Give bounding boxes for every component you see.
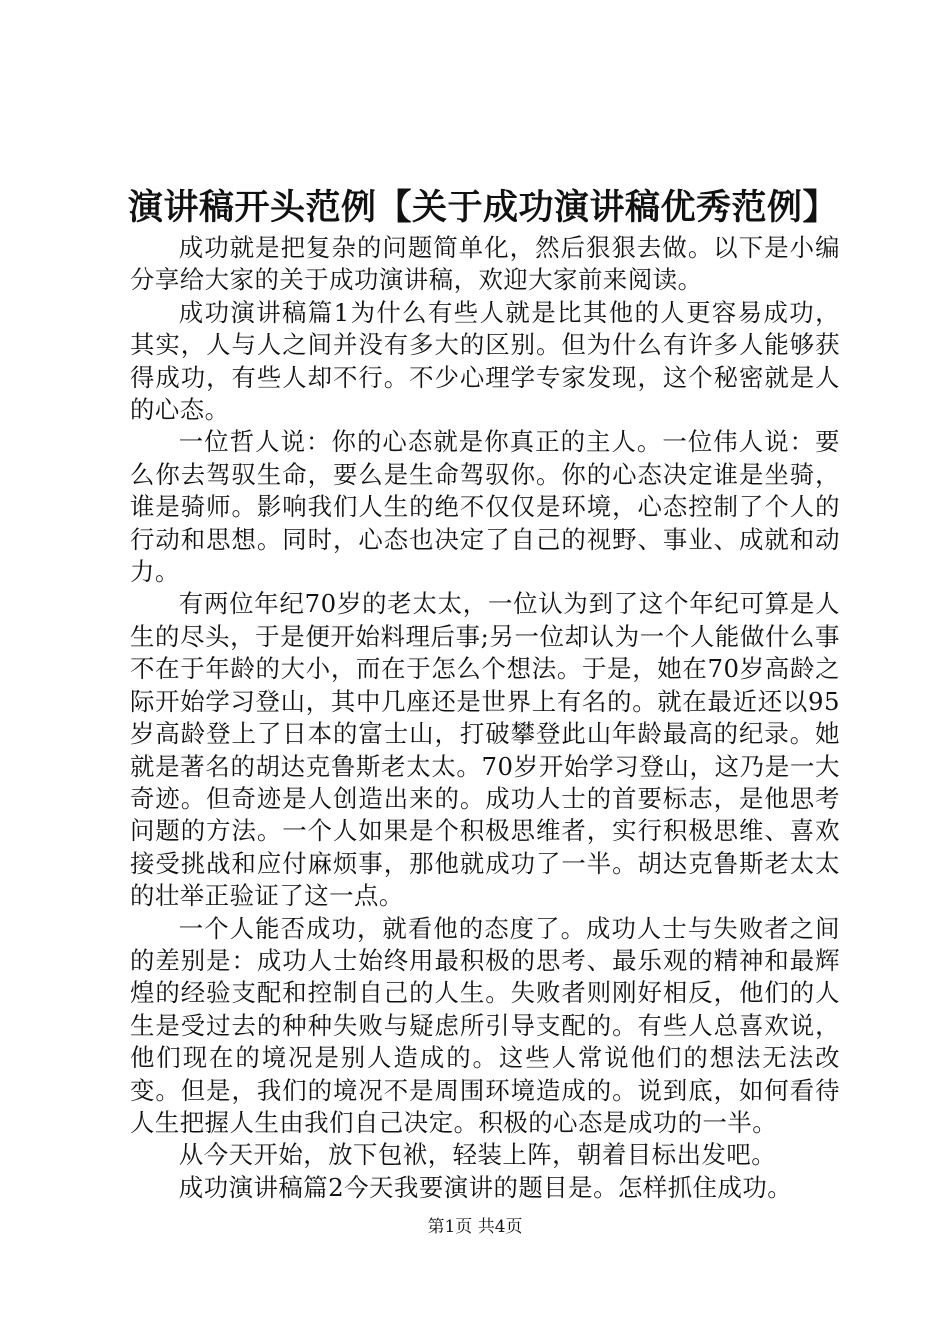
paragraph: 一位哲人说：你的心态就是你真正的主人。一位伟人说：要么你去驾驭生命，要么是生命驾驭你。你的心态决定谁是坐骑，谁是骑师。影响我们人生的绝不仅仅是环境，心态控制了个人的行动和思想。同时，心态也决定了自己的视野、事业、成就和动力。 xyxy=(130,427,840,587)
document-body xyxy=(130,232,840,1204)
document-title: 演讲稿开头范例【关于成功演讲稿优秀范例】 xyxy=(128,188,839,228)
paragraph: 成功就是把复杂的问题简单化，然后狠狠去做。以下是小编分享给大家的关于成功演讲稿，欢迎大家前来阅读。 xyxy=(130,233,840,295)
paragraph: 一个人能否成功，就看他的态度了。成功人士与失败者之间的差别是：成功人士始终用最积极的思考、最乐观的精神和最辉煌的经验支配和控制自己的人生。失败者则刚好相反，他们的人生是受过去的种种失败与疑虑所引导支配的。有些人总喜欢说，他们现在的境况是别人造成的。这些人常说他们的想法无法改变。但是，我们的境况不是周围环境造成的。说到底，如何看待人生把握人生由我们自己决定。积极的心态是成功的一半。 xyxy=(130,913,840,1137)
page-number-footer: 第1页 共4页 xyxy=(427,1217,523,1237)
paragraph: 成功演讲稿篇1为什么有些人就是比其他的人更容易成功，其实，人与人之间并没有多大的区别。但为什么有许多人能够获得成功，有些人却不行。不少心理学专家发现，这个秘密就是人的心态。 xyxy=(130,297,840,425)
paragraph: 有两位年纪70岁的老太太，一位认为到了这个年纪可算是人生的尽头，于是便开始料理后事;另一位却认为一个人能做什么事不在于年龄的大小，而在于怎么个想法。于是，她在70岁高龄之际开始学习登山，其中几座还是世界上有名的。就在最近还以95岁高龄登上了日本的富士山，打破攀登此山年龄最高的纪录。她就是著名的胡达克鲁斯老太太。70岁开始学习登山，这乃是一大奇迹。但奇迹是人创造出来的。成功人士的首要标志，是他思考问题的方法。一个人如果是个积极思维者，实行积极思维、喜欢接受挑战和应付麻烦事，那他就成功了一半。胡达克鲁斯老太太的壮举正验证了这一点。 xyxy=(130,589,840,911)
paragraph: 从今天开始，放下包袱，轻装上阵，朝着目标出发吧。 xyxy=(178,1140,777,1170)
paragraph: 成功演讲稿篇2今天我要演讲的题目是。怎样抓住成功。 xyxy=(178,1172,793,1202)
